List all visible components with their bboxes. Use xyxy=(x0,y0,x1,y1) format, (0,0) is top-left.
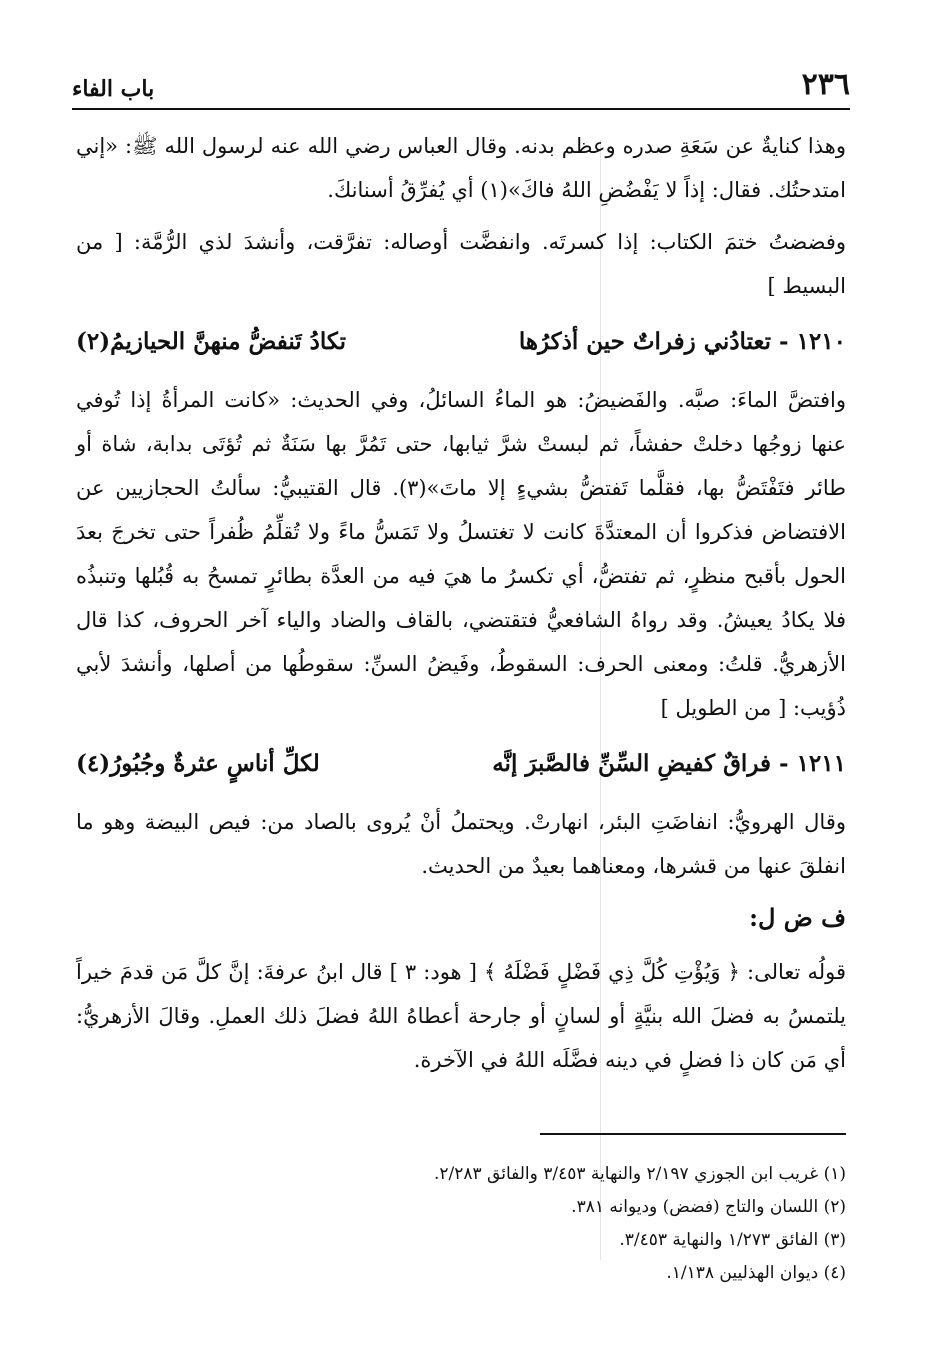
section-title: باب الفاء xyxy=(72,76,155,102)
paragraph: وافتضَّ الماءَ: صبَّه. والفَضيضُ: هو الماءُ السائلُ، وفي الحديث: «كانت المرأةُ إذا تُوفي عنها زوجُها دخلتْ حفشاً، ثم لبستْ شرَّ ثيابها، حتى تَمُرَّ بها سَنَةٌ ثم تُؤتَى بدابة، شاة أو طائر فتَفْتَضُّ بها، فقلَّما تَفتضُّ بشيءٍ إلا ماتَ»(٣). قال القتيبيُّ: سألتُ الحجازيين عن الافتضاض فذكروا أن المعتدَّةَ كانت لا تغتسلُ ولا تَمَسُّ ماءً ولا تُقلِّمُ ظُفراً حتى تخرجَ بعدَ الحول بأقبح منظرٍ، ثم تفتضُّ، أي تكسرُ ما هيَ فيه من العدَّة بطائرٍ تمسحُ به قُبُلها وتنبذُه فلا يكادُ يعيشُ. وقد رواهُ الشافعيُّ فتقتضي، بالقاف والضاد والياء آخر الحروف، كذا قال الأزهريُّ. قلتُ: ومعنى الحرف: السقوطُ، وفَيضُ السنِّ: سقوطُها من أصلها، وأنشدَ لأبي ذُؤيب: [ من الطويل ] xyxy=(76,388,846,720)
paragraph: وفضضتُ ختمَ الكتاب: إذا كسرتَه. وانفضَّت أوصاله: تفرَّقت، وأنشدَ لذي الرُّمَّة: [ من البسيط ] xyxy=(76,230,846,298)
verse-hemistich-second: لكلِّ أناسٍ عثرةٌ وجُبُورُ(٤) xyxy=(76,750,320,777)
footnotes xyxy=(76,1158,846,1290)
header-rule xyxy=(72,108,850,110)
verse-1210 xyxy=(76,316,846,368)
page-number: ٢٣٦ xyxy=(801,67,850,102)
verse-hemistich-second: تكادُ تَنفضُّ منهنَّ الحيازيمُ(٢) xyxy=(76,328,347,355)
paragraph: وقال الهرويُّ: انفاضَتِ البئر، انهارتْ. ويحتملُ أنْ يُروى بالصاد من: فيص البيضة وهو ما انفلقَ عنها من قشرها، ومعناهما بعيدٌ من الحديث. xyxy=(76,810,846,878)
paragraph: وهذا كنايةٌ عن سَعَةِ صدره وعظم بدنه. وقال العباس رضي الله عنه لرسول الله ﷺ: «إني امتدحتُك. فقال: إذاً لا يَفْضُضِ اللهُ فاكَ»(١) أي يُفرِّقُ أسنانكَ. xyxy=(76,134,846,202)
main-text xyxy=(76,124,846,1090)
entry-heading: ف ض ل: xyxy=(749,903,846,932)
verse-hemistich-first: ١٢١١ - فراقٌ كفيضِ السِّنِّ فالصَّبرَ إنَّه xyxy=(492,750,846,777)
footnote-rule xyxy=(540,1133,846,1135)
verse-1211 xyxy=(76,738,846,790)
page-header xyxy=(72,62,850,102)
footnote-4: (٤) ديوان الهذليين ١/١٣٨. xyxy=(666,1263,846,1283)
footnote-2: (٢) اللسان والتاج (فضض) وديوانه ٣٨١. xyxy=(571,1197,846,1217)
verse-hemistich-first: ١٢١٠ - تعتادُني زفراتٌ حين أذكرُها xyxy=(518,328,846,355)
footnote-3: (٣) الفائق ١/٢٧٣ والنهاية ٣/٤٥٣. xyxy=(619,1230,846,1250)
paragraph: قولُه تعالى: ﴿ وَيُؤْتِ كُلَّ ذِي فَضْلٍ فَضْلَهُ ﴾ [ هود: ٣ ] قال ابنُ عرفةَ: إنَّ كلَّ مَن قدمَ خيراً يلتمسُ به فضلَ الله بنيَّةٍ أو لسانٍ أو جارحة أعطاهُ اللهُ فضلَ ذلك العملِ. وقالَ الأزهريُّ: أي مَن كان ذا فضلٍ في دينه فضَّلَه اللهُ في الآخرة. xyxy=(76,960,846,1072)
footnote-1: (١) غريب ابن الجوزي ٢/١٩٧ والنهاية ٣/٤٥٣ والفائق ٢/٢٨٣. xyxy=(433,1164,846,1184)
